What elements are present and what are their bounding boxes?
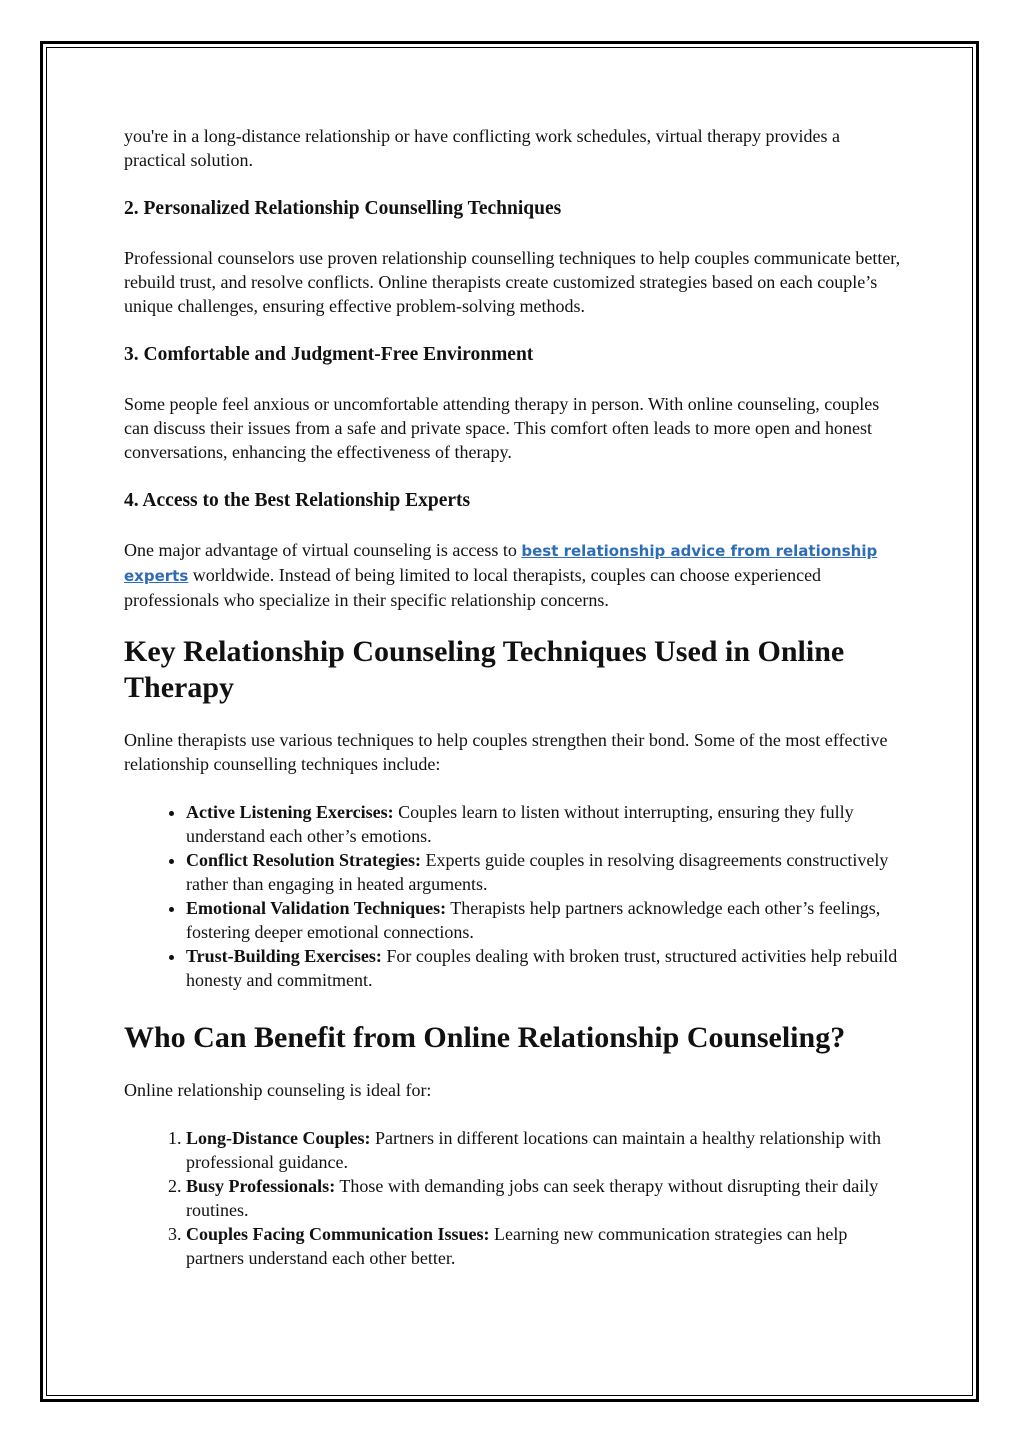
- techniques-intro: Online therapists use various techniques to help couples strengthen their bond. Some of the most effective relationship counselling techniques include:: [124, 730, 888, 774]
- benefit-list: [124, 1126, 904, 1270]
- list-item-term: Conflict Resolution Strategies:: [186, 850, 421, 870]
- section-3-body: Some people feel anxious or uncomfortable attending therapy in person. With online counseling, couples can discuss their issues from a safe and private space. This comfort often leads to more open and honest conversations, enhancing the effectiveness of therapy.: [124, 394, 880, 462]
- list-item-text: Couples learn to listen without interrupting, ensuring they fully understand each other’s emotions.: [186, 802, 854, 846]
- section-4-body: [124, 538, 904, 612]
- document-content: [124, 124, 904, 1270]
- list-item-term: Active Listening Exercises:: [186, 802, 394, 822]
- section-4-body-after: worldwide. Instead of being limited to local therapists, couples can choose experienced professionals who specialize in their specific relationship concerns.: [124, 565, 822, 610]
- benefit-intro: Online relationship counseling is ideal for:: [124, 1080, 432, 1100]
- list-item: [186, 800, 904, 848]
- techniques-list: [124, 800, 904, 992]
- list-item-text: Therapists help partners acknowledge each other’s feelings, fostering deeper emotional connections.: [186, 898, 881, 942]
- intro-paragraph: you're in a long-distance relationship or have conflicting work schedules, virtual therapy provides a practical solution.: [124, 126, 841, 170]
- list-item-term: Long-Distance Couples:: [186, 1128, 371, 1148]
- list-item-text: Partners in different locations can maintain a healthy relationship with professional guidance.: [186, 1128, 882, 1172]
- techniques-heading: Key Relationship Counseling Techniques Used in Online Therapy: [124, 635, 845, 704]
- list-item-text: For couples dealing with broken trust, structured activities help rebuild honesty and commitment.: [186, 946, 898, 990]
- section-3-heading: 3. Comfortable and Judgment-Free Environment: [124, 344, 534, 365]
- list-item: [186, 896, 904, 944]
- list-item-term: Trust-Building Exercises:: [186, 946, 382, 966]
- list-item: [186, 1174, 904, 1222]
- list-item: [186, 1126, 904, 1174]
- list-item-term: Couples Facing Communication Issues:: [186, 1224, 490, 1244]
- list-item-term: Busy Professionals:: [186, 1176, 336, 1196]
- section-4-body-before: One major advantage of virtual counseling is access to: [124, 540, 522, 560]
- list-item: [186, 944, 904, 992]
- list-item-text: Learning new communication strategies can help partners understand each other better.: [186, 1224, 848, 1268]
- list-item-text: Experts guide couples in resolving disagreements constructively rather than engaging in heated arguments.: [186, 850, 889, 894]
- relationship-experts-link[interactable]: best relationship advice from relationship experts: [124, 542, 878, 585]
- list-item: [186, 1222, 904, 1270]
- section-2-body: Professional counselors use proven relationship counselling techniques to help couples communicate better, rebuild trust, and resolve conflicts. Online therapists create customized strategies based on each couple’s unique challenges, ensuring effective problem-solving methods.: [124, 248, 901, 316]
- benefit-heading: Who Can Benefit from Online Relationship Counseling?: [124, 1021, 846, 1054]
- list-item: [186, 848, 904, 896]
- section-2-heading: 2. Personalized Relationship Counselling Techniques: [124, 198, 562, 219]
- list-item-text: Those with demanding jobs can seek therapy without disrupting their daily routines.: [186, 1176, 879, 1220]
- list-item-term: Emotional Validation Techniques:: [186, 898, 447, 918]
- section-4-heading: 4. Access to the Best Relationship Experts: [124, 490, 471, 511]
